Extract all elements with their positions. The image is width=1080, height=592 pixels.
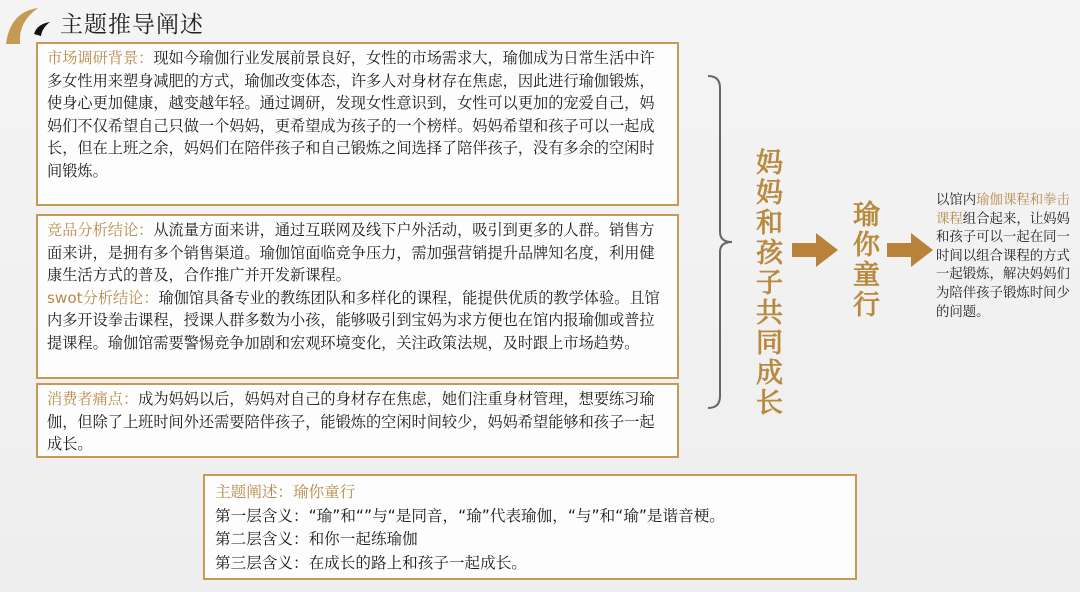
solution-text bbox=[936, 192, 1070, 322]
growth-together-heading: 妈妈和孩子共同成长 bbox=[751, 148, 782, 418]
theme-name-vertical: 瑜你童行 bbox=[848, 200, 879, 320]
theme-meaning-2: 第二层含义：和你一起练瑜伽 bbox=[215, 530, 418, 549]
right-bracket bbox=[706, 74, 734, 410]
solution-text-highlight: 瑜伽课程和拳击课程 bbox=[936, 193, 1070, 227]
theme-heading bbox=[215, 481, 845, 505]
solution-text-pre: 以馆内 bbox=[936, 193, 977, 208]
market-research-text: 现如今瑜伽行业发展前景良好，女性的市场需求大，瑜伽成为日常生活中许多女性用来塑身减肥的方式，瑜伽改变体态，许多人对身材存在焦虑，因此进行瑜伽锻炼，使身心更加健康，越变越年轻。通过调研，发现女性意识到，女性可以更加的宠爱自己，妈妈们不仅希望自己只做一个妈妈，更希望成为孩子的一个榜样。妈妈希望和孩子可以一起成长，但在上班之余，妈妈们在陪伴孩子和自己锻炼之间选择了陪伴孩子，没有多余的空闲时间锻炼。 bbox=[47, 49, 655, 180]
theme-name: 瑜你童行 bbox=[292, 483, 356, 501]
market-research-box bbox=[36, 42, 679, 206]
competitor-analysis-text: 从流量方面来讲，通过互联网及线下户外活动，吸引到更多的人群。销售方面来讲，是拥有多个销售渠道。瑜伽馆面临竞争压力，需加强营销提升品牌知名度，利用健康生活方式的普及，合作推广并开发新课程。 bbox=[47, 221, 655, 285]
solution-text-post: 组合起来，让妈妈和孩子可以一起在同一时间以组合课程的方式一起锻炼，解决妈妈们为陪伴孩子锻炼时间少的问题。 bbox=[936, 211, 1070, 320]
arrow-right-icon bbox=[790, 230, 840, 270]
arrow-right-icon bbox=[885, 230, 935, 270]
competitor-analysis-box bbox=[36, 214, 679, 379]
theme-meaning-3: 第三层含义：在成长的路上和孩子一起成长。 bbox=[215, 553, 527, 572]
consumer-pain-text: 成为妈妈以后，妈妈对自己的身材存在焦虑，她们注重身材管理，想要练习瑜伽，但除了上班时间外还需要陪伴孩子，能锻炼的空闲时间较少，妈妈希望能够和孩子一起成长。 bbox=[47, 390, 655, 454]
theme-meaning-1: 第一层含义：“瑜”和“”与“是同音，“瑜”代表瑜伽，“与”和“瑜”是谐音梗。 bbox=[215, 506, 725, 525]
consumer-pain-label: 消费者痛点： bbox=[47, 390, 139, 408]
competitor-analysis-label: 竞品分析结论： bbox=[47, 221, 154, 239]
theme-statement-box bbox=[203, 474, 857, 580]
page-title: 主题推导阐述 bbox=[60, 12, 204, 38]
consumer-pain-box bbox=[36, 383, 679, 458]
swot-analysis-label: swot分析结论： bbox=[47, 288, 159, 307]
market-research-label: 市场调研背景： bbox=[47, 49, 154, 67]
theme-label: 主题阐述： bbox=[215, 483, 293, 501]
swot-analysis-text: 瑜伽馆具备专业的教练团队和多样化的课程，能提供优质的教学体验。且馆内多开设拳击课程，授课人群多数为小孩，能够吸引到宝妈为求方便也在馆内报瑜伽或普拉提课程。瑜伽馆需要警惕竞争加剧和宏观环境变化，关注政策法规，及时跟上市场趋势。 bbox=[47, 288, 660, 352]
